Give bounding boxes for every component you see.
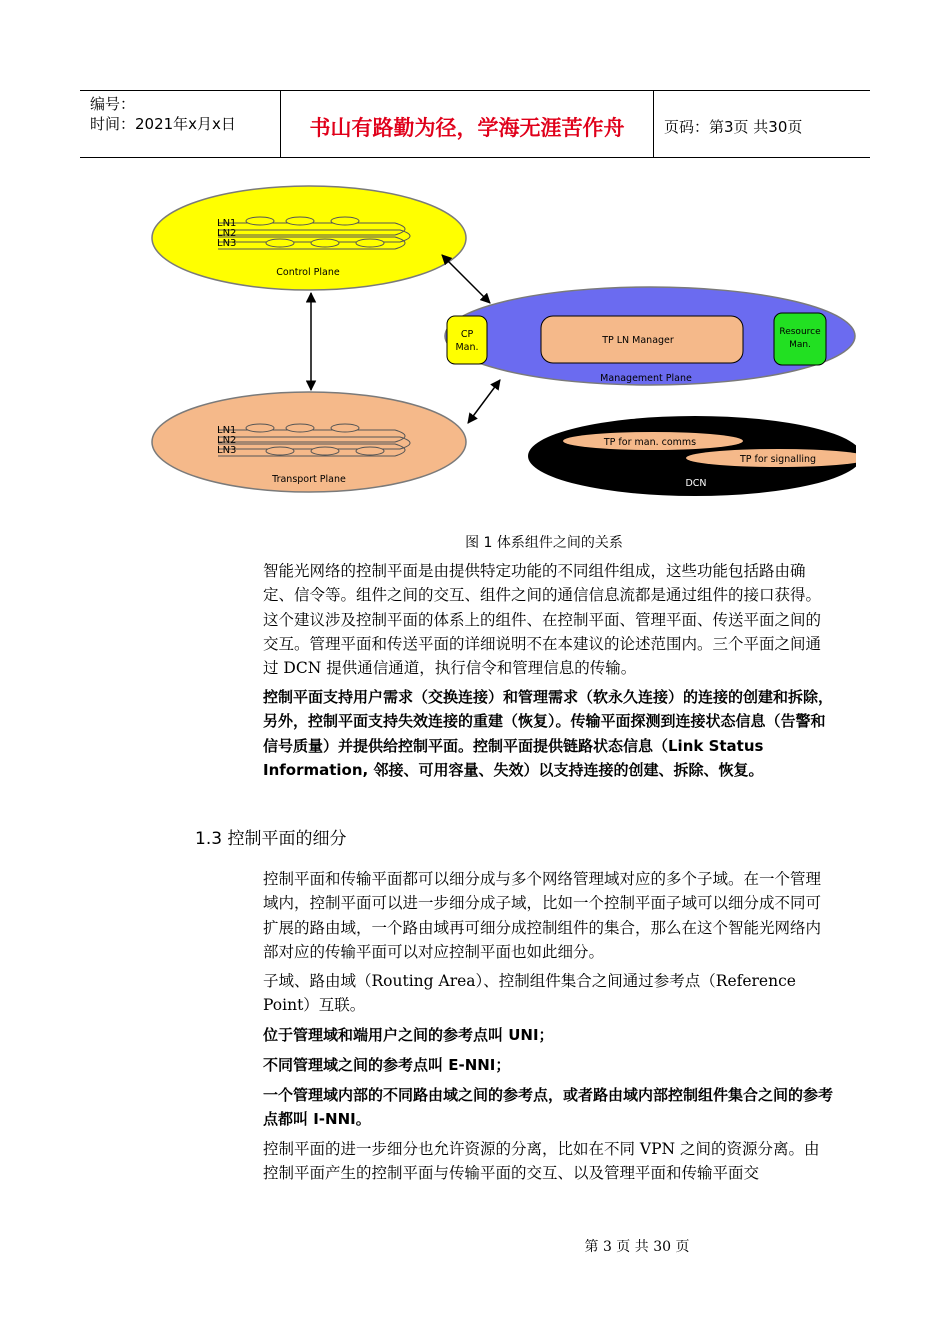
dcn	[528, 416, 856, 496]
paragraph: 子域、路由域（Routing Area）、控制组件集合之间通过参考点（Reference Point）互联。	[263, 972, 796, 1015]
header-bottom-rule	[80, 157, 870, 158]
header-time: 时间：2021年x月x日	[90, 115, 236, 133]
footer-page-number: 第 3 页 共 30 页	[584, 1239, 690, 1255]
header-page-number: 页码：第3页 共30页	[664, 118, 803, 136]
control-management-arrow	[442, 255, 490, 303]
header-top-rule	[80, 90, 870, 91]
tp-man-comms-label: TP for man. comms	[603, 437, 697, 448]
paragraph: 智能光网络的控制平面是由提供特定功能的不同组件组成，这些功能包括路由确定、信令等。组件之间的交互、组件之间的通信信息流都是通过组件的接口获得。这个建议涉及控制平面的体系上的组件、在控制平面、管理平面、传送平面之间的交互。管理平面和传送平面的详细说明不在本建议的论述范围内。三个平面之间通过 DCN 提供通信通道，执行信令和管理信息的传输。	[263, 562, 822, 678]
control-plane-label: Control Plane	[276, 267, 340, 278]
paragraph-bold: 位于管理域和端用户之间的参考点叫 UNI；	[263, 1026, 554, 1044]
paragraph-bold: 不同管理域之间的参考点叫 E-NNI；	[263, 1056, 511, 1074]
architecture-diagram	[150, 183, 856, 497]
paragraph-bold: 控制平面支持用户需求（交换连接）和管理需求（软永久连接）的连接的创建和拆除，另外，控制平面支持失效连接的重建（恢复）。传输平面探测到连接状态信息（告警和信号质量）并提供给控制平面。控制平面提供链路状态信息（Link Status Information, 邻接、可用容量、失效）以支持连接的创建、拆除、恢复。	[263, 688, 834, 779]
control-plane	[152, 186, 466, 290]
section-title: 1.3 控制平面的细分	[195, 829, 347, 849]
header-motto: 书山有路勤为径，学海无涯苦作舟	[309, 115, 625, 140]
ln3-label: LN3	[217, 238, 237, 249]
resource-man-label: Resource	[779, 327, 821, 337]
tp-signalling-label: TP for signalling	[739, 454, 817, 465]
dcn-label: DCN	[685, 478, 707, 489]
paragraph: 控制平面和传输平面都可以细分成与多个网络管理域对应的多个子域。在一个管理域内，控制平面可以进一步细分成子域，比如一个控制平面子域可以细分成不同可扩展的路由域，一个路由域再可细分成控制组件的集合，那么在这个智能光网络内部对应的传输平面可以对应控制平面也如此细分。	[263, 870, 822, 961]
transport-management-arrow	[468, 380, 500, 423]
header-divider	[653, 90, 654, 157]
ln3-label: LN3	[217, 445, 237, 456]
paragraph-bold: 一个管理域内部的不同路由域之间的参考点，或者路由域内部控制组件集合之间的参考点都叫 I-NNI。	[263, 1086, 834, 1129]
ln1-label: LN1	[217, 218, 237, 229]
cp-man-label: CP	[460, 329, 474, 340]
cp-man-label: Man.	[455, 342, 479, 353]
transport-plane	[152, 392, 466, 492]
header-code: 编号：	[90, 95, 136, 113]
resource-man-label: Man.	[789, 340, 811, 350]
ln2-label: LN2	[217, 435, 237, 446]
resource-man-box	[774, 313, 826, 365]
ln1-label: LN1	[217, 425, 237, 436]
figure-caption: 图 1 体系组件之间的关系	[465, 535, 623, 551]
management-plane-label: Management Plane	[600, 373, 692, 384]
ln2-label: LN2	[217, 228, 237, 239]
transport-plane-label: Transport Plane	[272, 474, 346, 485]
header-divider	[280, 90, 281, 157]
tp-ln-manager-label: TP LN Manager	[602, 335, 674, 346]
cp-man-box	[447, 316, 487, 364]
paragraph: 控制平面的进一步细分也允许资源的分离，比如在不同 VPN 之间的资源分离。由控制平面产生的控制平面与传输平面的交互、以及管理平面和传输平面交	[263, 1140, 820, 1183]
management-plane	[445, 287, 855, 385]
